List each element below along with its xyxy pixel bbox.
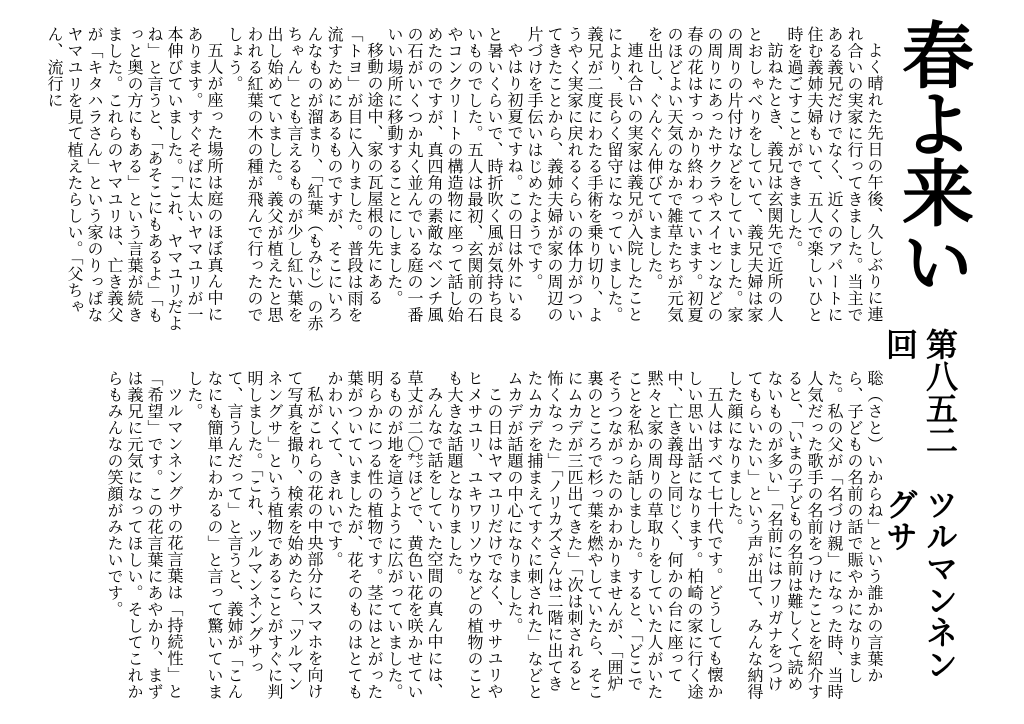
paragraph: 聡（さと）いからね」という誰かの言葉から、子どもの名前の話で賑やかになりました。私の父が「名づけ親」になった時、当時人気だった歌手の名前をつけたことを紹介すると、「いまの子どもの名前は難しくて読めないものが多い」「名前にはフリガナをつけてもらいたい」という声が出て、みんな納得した顔になりました。: [725, 370, 884, 700]
paragraph: 移動の途中、家の瓦屋根の先にある「トヨ」が目に入りました。普段は雨を流すためにあるものですが、そこにいろんなものが溜まり、「紅葉（もみじ）の赤ちゃん」とも言えるものが少し紅い葉を出し始めていました。義父が植えたと思われる紅葉の木の種が飛んで行ったのでしょう。: [225, 26, 384, 332]
column-topic: ツルマンネングサ: [881, 487, 959, 680]
paragraph: 訪ねたとき、義兄は玄関先で近所の人とおしゃべりをしていて、義兄夫婦は家の周りの片付けなどをしていました。家の周りにあったサクラやスイセンなどの春の花はすっかり終わっています。初夏のほどよい天気のなかで雑草たちが元気を出し、ぐんぐん伸びていました。: [645, 26, 784, 323]
page-title: 春よ来い: [890, 18, 974, 294]
paragraph: 私がこれらの花の中央部分にスマホを向けて写真を撮り、検索を始めたら、「ツルマンネングサ」という植物であることがすぐに判明しました。「これ、ツルマンネングサって、言うんだって」と言うと、義姉が「こんなにも簡単にわかるの」と言って驚いていました。: [185, 370, 324, 700]
paragraph: この日はヤマユリだけでなく、ササユリやヒメサユリ、ユキワリソウなどの植物のことも大きな話題となりました。: [445, 370, 504, 700]
episode-number: 第八五二回: [881, 328, 959, 456]
subtitle: [881, 328, 960, 708]
paragraph: 連れ合いの実家は義兄が入院したことにより、長らく留守になっていました。義兄が二度にわたる手術を乗り切り、ようやく実家に戻れるくらいの体力がついてきたことから、義姉夫婦が家の周辺の片づけを手伝いはじめたようです。: [525, 26, 644, 323]
paragraph: 五人はすべて七十代です。どうしても懐かしい思い出話になります。柏崎の家に行く途中、亡き義母と同じく、何かの台に座って黙々と家の周りの草取りをしていた人がいたことを私から話しました。すると、「どこでそうつながったのかわかりませんが、「囲炉裏のところで杉っ葉を燃やしていたら、そこにムカデが三匹出てきた」「次は刺されると怖くなった」「ノリカズさんは二階に出てきたムカデを捕まえてすぐに刺された」などとムカデが話題の中心になりました。: [505, 370, 724, 700]
upper-text-block: [45, 26, 884, 336]
paragraph: やはり初夏ですね。この日は外にいると暑いくらいで、時折吹く風が気持ち良いものでした。五人は最初、玄関前の石やコンクリートの構造物に座って話し始めたのですが、真四角の素敵なベンチ風の石がいくつか丸く並んでいる庭の一番いい場所に移動することにしました。: [385, 26, 524, 323]
paragraph: みんなで話をしていた空間の真ん中には、草丈が二〇㌢ほどで、黄色い花を咲かせているものが地を這うように広がっていました。明らかにつる性の植物です。茎にはとがった葉がついていましたが、花そのものはとてもかわいくて、きれいです。: [325, 370, 444, 700]
paragraph: ツルマンネングサの花言葉は「持続性」と「希望」です。この花言葉にあやかり、まずは義兄に元気になってほしい。そしてこれからもみんなの笑顔がみたいです。: [105, 370, 184, 700]
lower-text-block: [48, 370, 884, 700]
paragraph: よく晴れた先日の午後、久しぶりに連れ合いの実家に行ってきました。当主である義兄だけでなく、近くのアパートに住む義姉夫婦もいて、五人で楽しいひと時を過ごすことができました。: [785, 26, 884, 323]
paragraph: 五人が座った場所は庭のほぼ真ん中にあります。すぐそばに太いヤマユリが一本伸びていました。「これ、ヤマユリだよね」と言うと、「あそこにもあるよ」「もっと奥の方にもある」という言葉が続きました。これらのヤマユリは、亡き義父が「キタハラさん」という家のりっぱなヤマユリを見て植えたらしい。「父ちゃん、流行に: [45, 26, 224, 332]
